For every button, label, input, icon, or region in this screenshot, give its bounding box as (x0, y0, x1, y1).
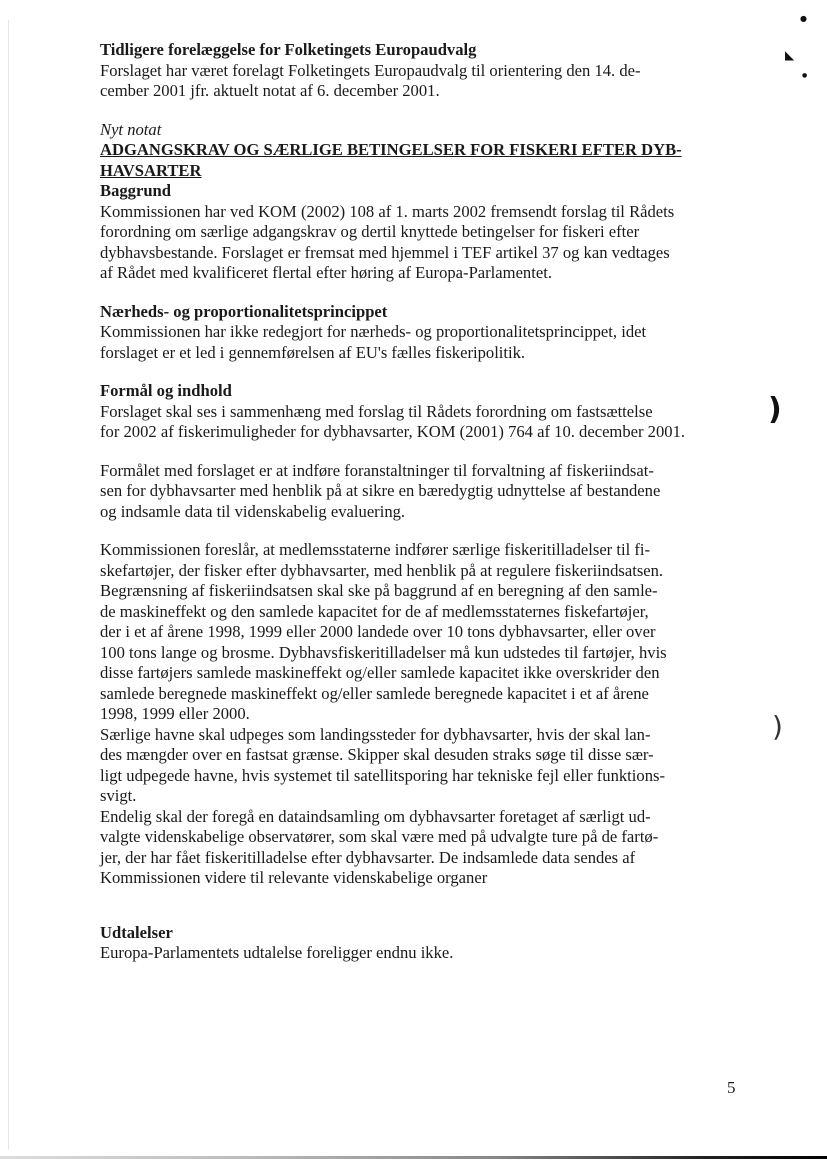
paragraph-udtalelser: Europa-Parlamentets udtalelse foreligger endnu ikke. (100, 943, 454, 962)
scan-edge-line (8, 20, 9, 1150)
document-page (100, 40, 740, 964)
section-baggrund (100, 181, 740, 284)
scan-speck: ◣ (785, 48, 795, 62)
paragraph-formaal-1: Forslaget skal ses i sammenhæng med forslag til Rådets forordning om fastsættelse for 2002 af fiskerimuligheder for dybhavsarter, KOM (2001) 764 af 10. december 2001. (100, 401, 686, 441)
heading-baggrund: Baggrund (100, 181, 172, 200)
paragraph-tidligere: Forslaget har været forelagt Folketingets Europaudvalg til orientering den 14. de- cember 2001 jfr. aktuelt notat af 6. december 2001. (100, 60, 641, 100)
paragraph-formaal-6: Endelig skal der foregå en dataindsamling om dybhavsarter foretaget af særligt ud- valgte videnskabelige observatører, som skal være med på udvalgte ture på de fartø- jer, der har fået fiskeritilladelse efter dybhavsarter. De indsamlede data sendes af Kommissionen videre til relevante videnskabelige organer (100, 806, 659, 887)
scan-bottom-edge (0, 1156, 827, 1159)
heading-udtalelser: Udtalelser (100, 922, 173, 942)
section-formaal (100, 381, 740, 889)
section-naerhed (100, 302, 740, 364)
section-tidligere (100, 40, 740, 102)
label-nyt-notat: Nyt notat (100, 119, 162, 139)
paragraph-formaal-3: Kommissionen foreslår, at medlemsstaterne indfører særlige fiskeritilladelser til fi- skefartøjer, der fisker efter dybhavsarter, med henblik på at regulere fiskeriindsatsen. (100, 540, 664, 580)
paragraph-formaal-4: Begrænsning af fiskeriindsatsen skal ske på baggrund af en beregning af den samle- de maskineffekt og den samlede kapacitet for de af medlemsstaternes fiskefartøjer, der i et af årene 1998, 1999 eller 2000 landede over 10 tons dybhavsarter, eller over 100 tons lange og brosme. Dybhavsfiskeritilladelser må kun udstedes til fartøjer, hvis disse fartøjers samlede maskineffekt og/eller samlede kapacitet ikke overskrider den samlede beregnede maskineffekt og/eller samlede beregnede kapacitet i et af årene 1998, 1999 eller 2000. (100, 581, 667, 723)
section-udtalelser (100, 923, 740, 964)
scan-speck: ● (802, 72, 808, 79)
scan-speck: ● (800, 14, 807, 23)
heading-formaal: Formål og indhold (100, 381, 232, 400)
page-number: 5 (727, 1078, 736, 1097)
binder-hole-mark: ) (768, 392, 782, 427)
heading-naerhed: Nærheds- og proportionalitetsprincippet (100, 301, 388, 321)
binder-hole-mark: ) (772, 710, 783, 743)
heading-tidligere: Tidligere forelæggelse for Folketingets Europaudvalg (100, 40, 477, 59)
paragraph-formaal-5: Særlige havne skal udpeges som landingssteder for dybhavsarter, hvis der skal lan- des mængder over en fastsat grænse. Skipper skal desuden straks søge til disse sær- ligt udpegede havne, hvis systemet til satellitsporing har tekniske fejl eller funktions- svigt. (100, 724, 665, 805)
paragraph-baggrund: Kommissionen har ved KOM (2002) 108 af 1. marts 2002 fremsendt forslag til Rådets forordning om særlige adgangskrav og dertil knyttede betingelser for fiskeri efter dybhavsbestande. Forslaget er fremsat med hjemmel i TEF artikel 37 og kan vedtages af Rådet med kvalificeret flertal efter høring af Europa-Parlamentet. (100, 201, 675, 282)
paragraph-naerhed: Kommissionen har ikke redegjort for nærheds- og proportionalitetsprincippet, idet forslaget er et led i gennemførelsen af EU's fælles fiskeripolitik. (100, 322, 647, 362)
document-title: ADGANGSKRAV OG SÆRLIGE BETINGELSER FOR FISKERI EFTER DYB- HAVSARTER (100, 140, 682, 180)
paragraph-formaal-2: Formålet med forslaget er at indføre foranstaltninger til forvaltning af fiskeriindsat- sen for dybhavsarter med henblik på at sikre en bæredygtig udnyttelse af bestandene og indsamle data til videnskabelig evaluering. (100, 460, 661, 521)
